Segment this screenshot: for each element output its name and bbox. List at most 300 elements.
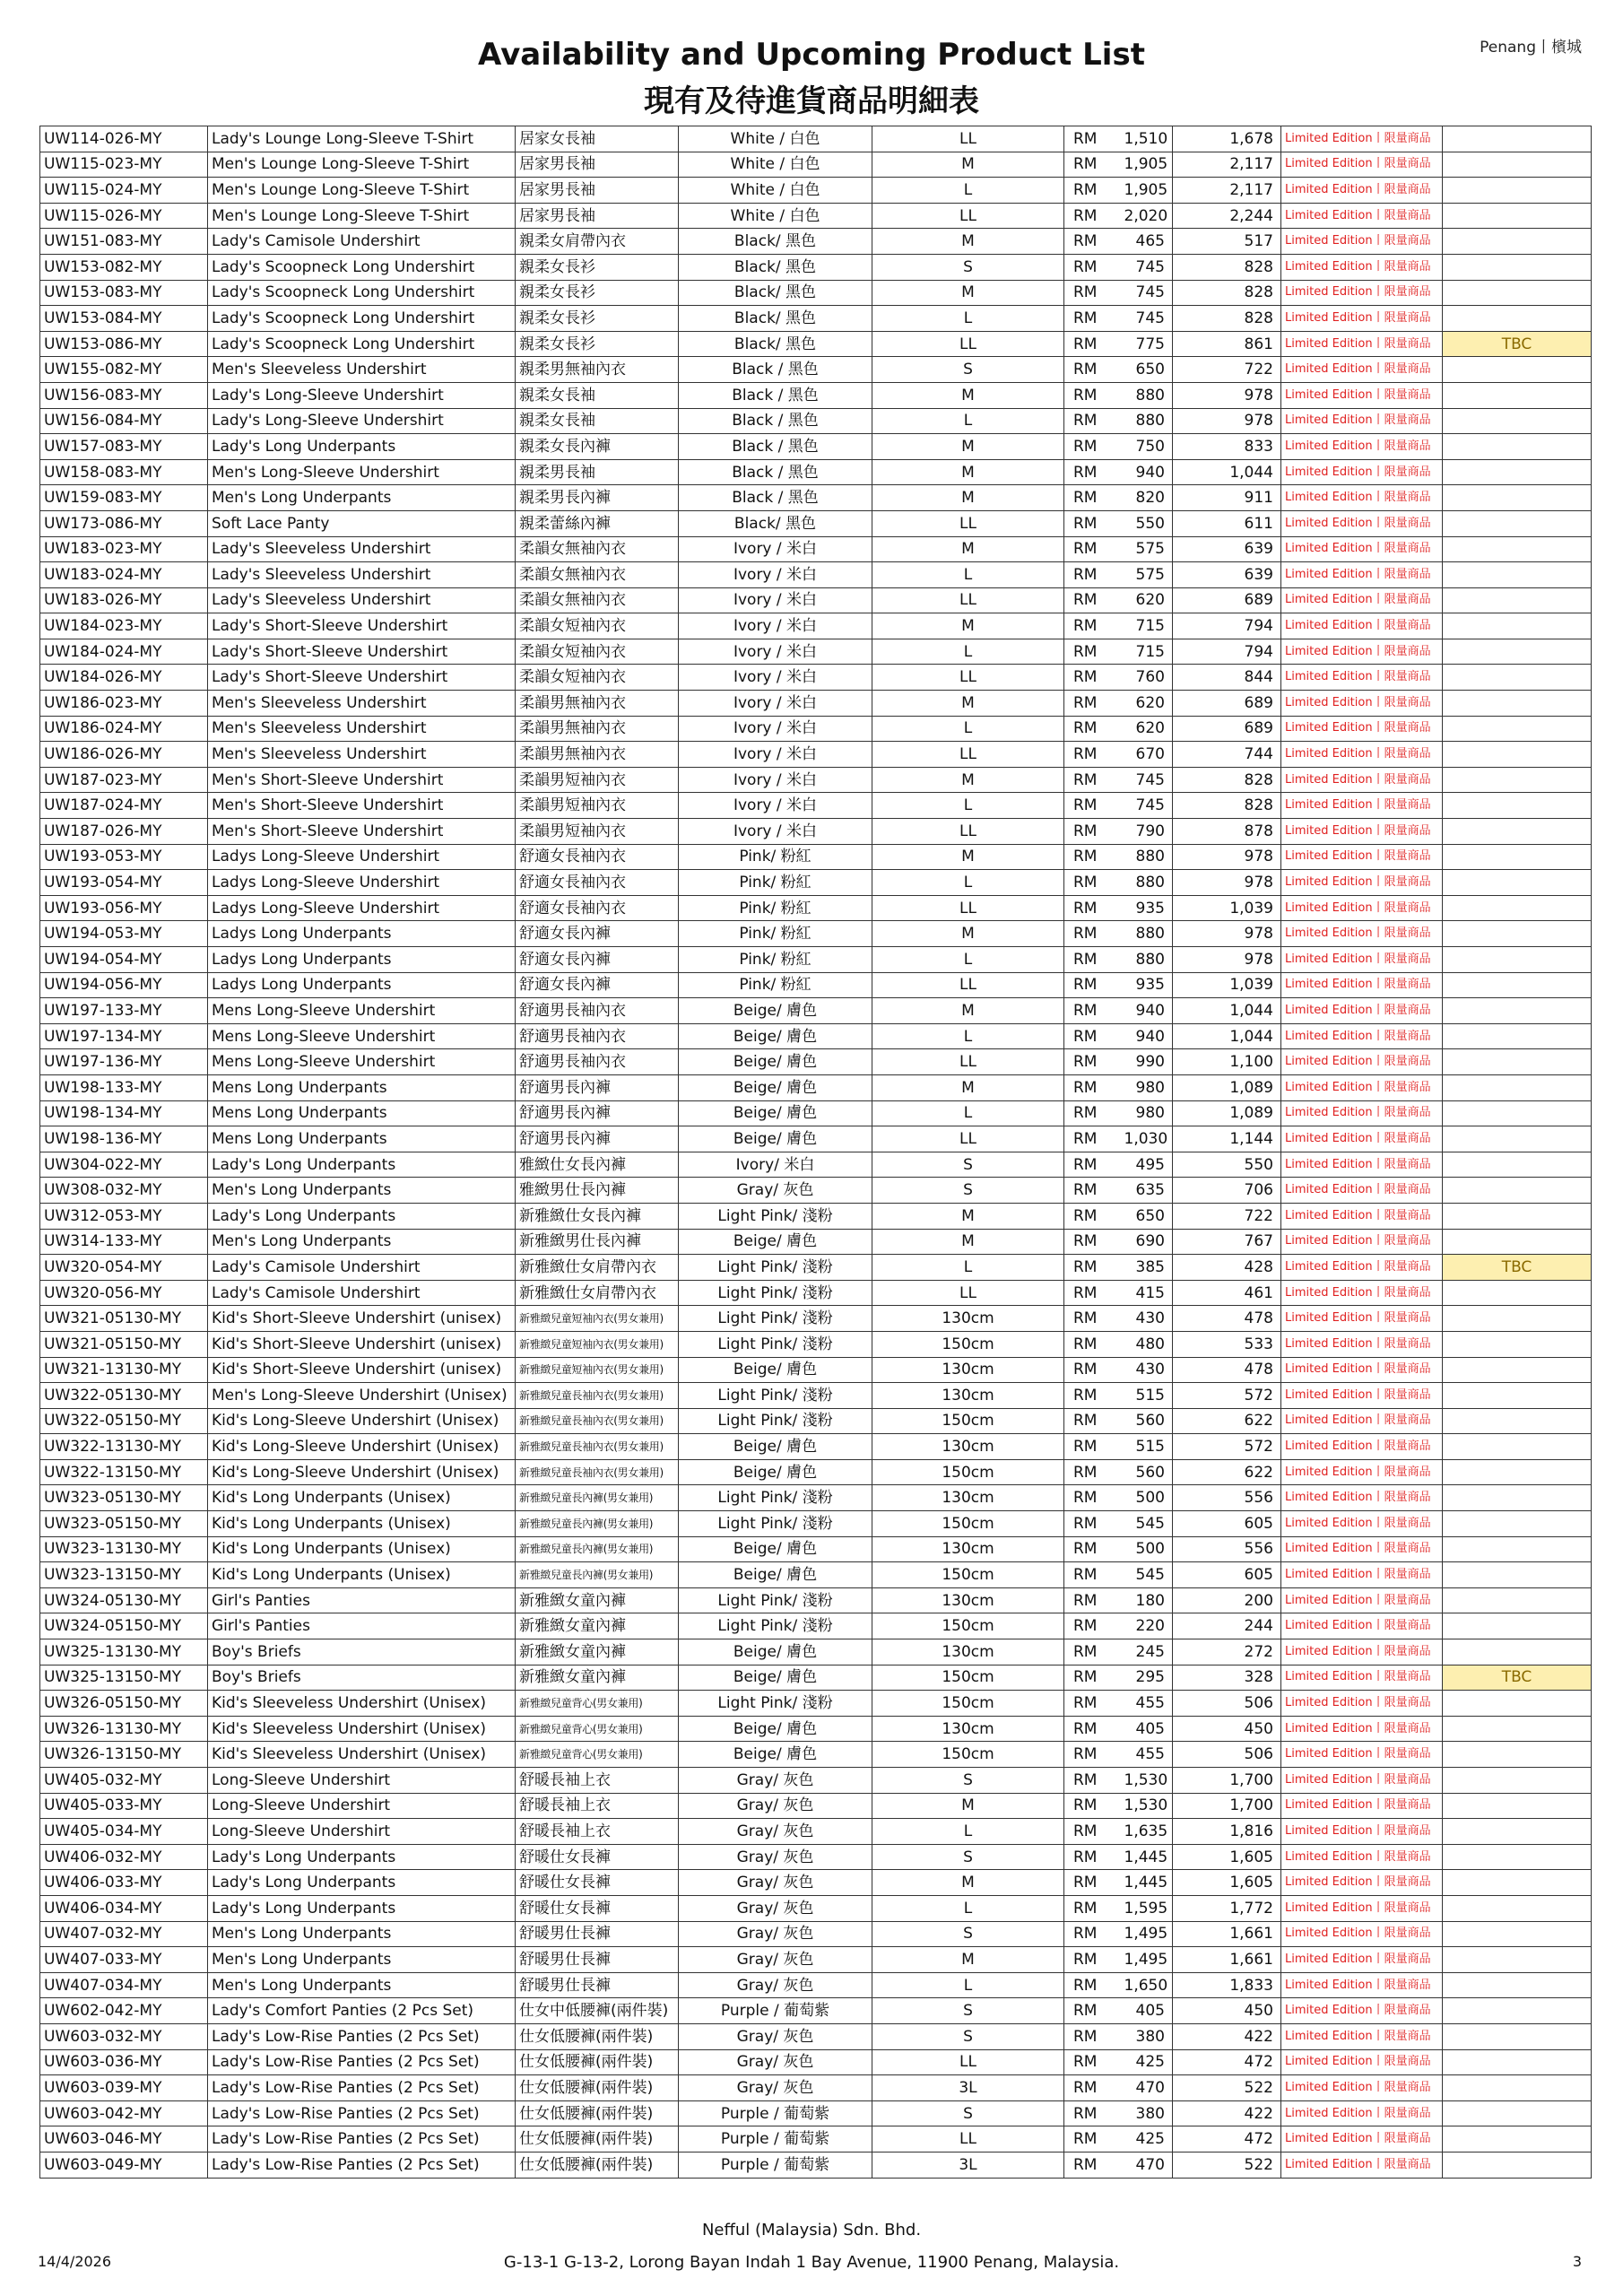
product-code: UW198-136-MY [40,1126,208,1152]
currency-label: RM [1064,1691,1121,1717]
product-color: Black / 黑色 [679,434,872,460]
product-name: Lady's Low-Rise Panties (2 Pcs Set) [208,2100,516,2126]
table-row [40,1306,1592,1332]
member-price: 550 [1121,510,1173,536]
product-code: UW406-034-MY [40,1895,208,1921]
availability-note [1443,1049,1592,1075]
limited-edition-tag: Limited Edition丨限量商品 [1281,1716,1443,1742]
member-price: 455 [1121,1691,1173,1717]
retail-price: 200 [1173,1587,1281,1613]
product-size: M [872,485,1064,511]
product-size: 130cm [872,1639,1064,1665]
member-price: 620 [1121,691,1173,717]
product-color: Beige/ 膚色 [679,1665,872,1691]
retail-price: 1,605 [1173,1870,1281,1896]
product-name-chinese: 柔韻男短袖內衣 [516,767,679,793]
table-row [40,1587,1592,1613]
currency-label: RM [1064,1768,1121,1794]
table-row [40,1178,1592,1204]
product-code: UW603-039-MY [40,2075,208,2101]
retail-price: 1,772 [1173,1895,1281,1921]
retail-price: 556 [1173,1485,1281,1511]
limited-edition-tag: Limited Edition丨限量商品 [1281,1152,1443,1178]
retail-price: 506 [1173,1691,1281,1717]
product-name-chinese: 新雅緻兒童短袖內衣(男女兼用) [516,1357,679,1383]
availability-note [1443,382,1592,408]
retail-price: 1,044 [1173,998,1281,1024]
retail-price: 1,144 [1173,1126,1281,1152]
availability-note [1443,972,1592,998]
product-code: UW314-133-MY [40,1229,208,1255]
product-color: Black/ 黑色 [679,331,872,357]
retail-price: 622 [1173,1408,1281,1434]
table-row [40,2152,1592,2178]
product-color: Gray/ 灰色 [679,1921,872,1947]
member-price: 495 [1121,1152,1173,1178]
retail-price: 844 [1173,665,1281,691]
product-name: Long-Sleeve Undershirt [208,1768,516,1794]
product-color: Ivory / 米白 [679,767,872,793]
retail-price: 1,089 [1173,1100,1281,1126]
currency-label: RM [1064,665,1121,691]
limited-edition-tag: Limited Edition丨限量商品 [1281,1511,1443,1537]
product-size: L [872,1895,1064,1921]
currency-label: RM [1064,562,1121,588]
availability-note [1443,1613,1592,1639]
product-color: Beige/ 膚色 [679,1126,872,1152]
currency-label: RM [1064,1587,1121,1613]
product-size: 130cm [872,1587,1064,1613]
availability-note [1443,1331,1592,1357]
availability-note [1443,229,1592,255]
table-row [40,639,1592,665]
table-row [40,1998,1592,2024]
currency-label: RM [1064,2049,1121,2075]
table-row [40,742,1592,768]
currency-label: RM [1064,203,1121,229]
product-size: LL [872,2126,1064,2152]
product-size: S [872,357,1064,383]
product-name-chinese: 新雅緻兒童長袖內衣(男女兼用) [516,1383,679,1409]
table-row [40,357,1592,383]
product-code: UW322-13130-MY [40,1434,208,1460]
product-name-chinese: 新雅緻兒童長袖內衣(男女兼用) [516,1408,679,1434]
limited-edition-tag: Limited Edition丨限量商品 [1281,1691,1443,1717]
currency-label: RM [1064,229,1121,255]
limited-edition-tag: Limited Edition丨限量商品 [1281,921,1443,947]
availability-note [1443,1306,1592,1332]
product-size: LL [872,1280,1064,1306]
product-name: Lady's Scoopneck Long Undershirt [208,254,516,280]
product-code: UW323-05150-MY [40,1511,208,1537]
retail-price: 522 [1173,2152,1281,2178]
product-name-chinese: 新雅緻仕女肩帶內衣 [516,1280,679,1306]
product-name: Kid's Short-Sleeve Undershirt (unisex) [208,1357,516,1383]
product-name: Lady's Scoopneck Long Undershirt [208,331,516,357]
limited-edition-tag: Limited Edition丨限量商品 [1281,1665,1443,1691]
product-color: Ivory / 米白 [679,691,872,717]
table-row [40,665,1592,691]
product-size: L [872,306,1064,332]
currency-label: RM [1064,1023,1121,1049]
footer-date: 14/4/2026 [38,2253,112,2270]
retail-price: 272 [1173,1639,1281,1665]
product-color: Black/ 黑色 [679,229,872,255]
currency-label: RM [1064,1895,1121,1921]
product-code: UW156-083-MY [40,382,208,408]
product-name: Girl's Panties [208,1587,516,1613]
product-name-chinese: 柔韻男無袖內衣 [516,691,679,717]
product-color: Purple / 葡萄紫 [679,1998,872,2024]
product-code: UW603-046-MY [40,2126,208,2152]
availability-note [1443,434,1592,460]
currency-label: RM [1064,1613,1121,1639]
product-size: 150cm [872,1742,1064,1768]
product-name-chinese: 新雅緻仕女長內褲 [516,1203,679,1229]
product-name: Men's Short-Sleeve Undershirt [208,793,516,819]
limited-edition-tag: Limited Edition丨限量商品 [1281,947,1443,973]
retail-price: 605 [1173,1511,1281,1537]
product-size: L [872,947,1064,973]
currency-label: RM [1064,1819,1121,1845]
currency-label: RM [1064,819,1121,845]
product-name: Lady's Low-Rise Panties (2 Pcs Set) [208,2152,516,2178]
retail-price: 605 [1173,1562,1281,1588]
product-size: M [872,844,1064,870]
product-name: Kid's Long-Sleeve Undershirt (Unisex) [208,1408,516,1434]
table-row [40,1100,1592,1126]
retail-price: 1,678 [1173,126,1281,152]
availability-note [1443,1716,1592,1742]
limited-edition-tag: Limited Edition丨限量商品 [1281,1049,1443,1075]
product-color: Beige/ 膚色 [679,1639,872,1665]
table-row [40,819,1592,845]
product-size: 130cm [872,1716,1064,1742]
product-name: Soft Lace Panty [208,510,516,536]
member-price: 980 [1121,1100,1173,1126]
product-name-chinese: 新雅緻兒童短袖內衣(男女兼用) [516,1331,679,1357]
table-row [40,1793,1592,1819]
product-color: Gray/ 灰色 [679,1870,872,1896]
product-name: Lady's Camisole Undershirt [208,1255,516,1281]
product-name: Men's Lounge Long-Sleeve T-Shirt [208,152,516,178]
member-price: 380 [1121,2100,1173,2126]
availability-note [1443,1229,1592,1255]
availability-note [1443,1459,1592,1485]
availability-note [1443,2100,1592,2126]
product-name-chinese: 雅緻男仕長內褲 [516,1178,679,1204]
product-color: Ivory / 米白 [679,639,872,665]
product-size: M [872,1203,1064,1229]
availability-note [1443,459,1592,485]
page-title-chinese: 現有及待進貨商品明細表 [644,83,979,119]
member-price: 880 [1121,947,1173,973]
availability-note [1443,639,1592,665]
availability-note [1443,510,1592,536]
product-name: Lady's Camisole Undershirt [208,229,516,255]
member-price: 2,020 [1121,203,1173,229]
limited-edition-tag: Limited Edition丨限量商品 [1281,691,1443,717]
member-price: 500 [1121,1485,1173,1511]
product-color: Black / 黑色 [679,357,872,383]
product-name-chinese: 親柔女長袖 [516,408,679,434]
product-size: M [872,1229,1064,1255]
product-size: 130cm [872,1383,1064,1409]
product-table [39,126,1592,2179]
table-row [40,1947,1592,1973]
limited-edition-tag: Limited Edition丨限量商品 [1281,870,1443,896]
product-color: Gray/ 灰色 [679,1947,872,1973]
retail-price: 1,833 [1173,1972,1281,1998]
product-size: M [872,280,1064,306]
retail-price: 472 [1173,2126,1281,2152]
product-size: S [872,1152,1064,1178]
availability-note [1443,793,1592,819]
table-row [40,1023,1592,1049]
product-name-chinese: 新雅緻女童內褲 [516,1665,679,1691]
currency-label: RM [1064,1203,1121,1229]
product-size: 3L [872,2075,1064,2101]
table-row [40,280,1592,306]
retail-price: 422 [1173,2100,1281,2126]
retail-price: 639 [1173,536,1281,562]
availability-note [1443,1870,1592,1896]
product-name: Lady's Sleeveless Undershirt [208,587,516,613]
product-name-chinese: 柔韻女無袖內衣 [516,536,679,562]
product-name: Kid's Long-Sleeve Undershirt (Unisex) [208,1459,516,1485]
product-name-chinese: 新雅緻女童內褲 [516,1639,679,1665]
currency-label: RM [1064,331,1121,357]
retail-price: 828 [1173,280,1281,306]
product-size: LL [872,972,1064,998]
limited-edition-tag: Limited Edition丨限量商品 [1281,1331,1443,1357]
product-name-chinese: 親柔女肩帶內衣 [516,229,679,255]
table-row [40,2075,1592,2101]
limited-edition-tag: Limited Edition丨限量商品 [1281,1100,1443,1126]
retail-price: 794 [1173,639,1281,665]
product-name-chinese: 親柔蕾絲內褲 [516,510,679,536]
product-color: Beige/ 膚色 [679,1459,872,1485]
product-size: 150cm [872,1665,1064,1691]
product-size: S [872,1998,1064,2024]
member-price: 935 [1121,972,1173,998]
product-code: UW407-032-MY [40,1921,208,1947]
product-code: UW323-13130-MY [40,1536,208,1562]
product-code: UW320-054-MY [40,1255,208,1281]
retail-price: 1,044 [1173,1023,1281,1049]
product-name-chinese: 柔韻男無袖內衣 [516,742,679,768]
product-size: LL [872,510,1064,536]
product-size: 150cm [872,1613,1064,1639]
availability-note: TBC [1443,1255,1592,1281]
product-color: Gray/ 灰色 [679,1793,872,1819]
product-code: UW184-023-MY [40,613,208,639]
availability-note [1443,921,1592,947]
availability-note [1443,613,1592,639]
page-number: 3 [1572,2253,1582,2270]
product-name: Lady's Low-Rise Panties (2 Pcs Set) [208,2023,516,2049]
member-price: 470 [1121,2152,1173,2178]
product-code: UW155-082-MY [40,357,208,383]
product-name-chinese: 舒暖男仕長褲 [516,1947,679,1973]
member-price: 430 [1121,1357,1173,1383]
product-name-chinese: 舒暖男仕長褲 [516,1972,679,1998]
product-color: Beige/ 膚色 [679,1536,872,1562]
availability-note [1443,1178,1592,1204]
retail-price: 533 [1173,1331,1281,1357]
footer-address: G-13-1 G-13-2, Lorong Bayan Indah 1 Bay Avenue, 11900 Penang, Malaysia. [503,2253,1120,2272]
currency-label: RM [1064,459,1121,485]
product-color: Light Pink/ 淺粉 [679,1306,872,1332]
limited-edition-tag: Limited Edition丨限量商品 [1281,1280,1443,1306]
product-size: LL [872,742,1064,768]
member-price: 635 [1121,1178,1173,1204]
currency-label: RM [1064,1562,1121,1588]
product-code: UW194-053-MY [40,921,208,947]
product-color: Light Pink/ 淺粉 [679,1613,872,1639]
product-name-chinese: 新雅緻兒童背心(男女兼用) [516,1691,679,1717]
product-name: Lady's Long Underpants [208,434,516,460]
product-name: Men's Long Underpants [208,1178,516,1204]
product-name-chinese: 新雅緻兒童背心(男女兼用) [516,1716,679,1742]
member-price: 425 [1121,2049,1173,2075]
product-code: UW198-134-MY [40,1100,208,1126]
product-name-chinese: 親柔女長內褲 [516,434,679,460]
limited-edition-tag: Limited Edition丨限量商品 [1281,459,1443,485]
table-row [40,1768,1592,1794]
table-row [40,1870,1592,1896]
currency-label: RM [1064,844,1121,870]
limited-edition-tag: Limited Edition丨限量商品 [1281,1357,1443,1383]
member-price: 880 [1121,844,1173,870]
member-price: 425 [1121,2126,1173,2152]
retail-price: 689 [1173,587,1281,613]
availability-note [1443,1793,1592,1819]
availability-note [1443,2126,1592,2152]
limited-edition-tag: Limited Edition丨限量商品 [1281,895,1443,921]
limited-edition-tag: Limited Edition丨限量商品 [1281,1742,1443,1768]
product-color: Black/ 黑色 [679,510,872,536]
product-color: Ivory / 米白 [679,716,872,742]
availability-note [1443,536,1592,562]
product-color: Gray/ 灰色 [679,1972,872,1998]
product-color: Gray/ 灰色 [679,1844,872,1870]
table-row [40,2023,1592,2049]
product-size: LL [872,1049,1064,1075]
member-price: 650 [1121,1203,1173,1229]
product-color: Light Pink/ 淺粉 [679,1255,872,1281]
product-code: UW184-024-MY [40,639,208,665]
member-price: 760 [1121,665,1173,691]
product-code: UW602-042-MY [40,1998,208,2024]
limited-edition-tag: Limited Edition丨限量商品 [1281,1613,1443,1639]
product-size: 130cm [872,1485,1064,1511]
currency-label: RM [1064,1665,1121,1691]
product-color: Black / 黑色 [679,408,872,434]
table-row [40,1383,1592,1409]
product-size: 130cm [872,1434,1064,1460]
table-row [40,1280,1592,1306]
currency-label: RM [1064,716,1121,742]
product-color: Ivory / 米白 [679,665,872,691]
product-name: Men's Long Underpants [208,1229,516,1255]
currency-label: RM [1064,1485,1121,1511]
currency-label: RM [1064,2152,1121,2178]
currency-label: RM [1064,1331,1121,1357]
product-code: UW322-13150-MY [40,1459,208,1485]
member-price: 750 [1121,434,1173,460]
currency-label: RM [1064,434,1121,460]
product-size: L [872,178,1064,204]
product-name: Men's Sleeveless Undershirt [208,742,516,768]
member-price: 940 [1121,459,1173,485]
member-price: 1,495 [1121,1921,1173,1947]
product-size: M [872,434,1064,460]
availability-note [1443,178,1592,204]
product-name: Ladys Long Underpants [208,921,516,947]
product-name-chinese: 舒適女長內褲 [516,972,679,998]
limited-edition-tag: Limited Edition丨限量商品 [1281,536,1443,562]
limited-edition-tag: Limited Edition丨限量商品 [1281,587,1443,613]
product-size: 150cm [872,1511,1064,1537]
product-code: UW603-036-MY [40,2049,208,2075]
product-code: UW304-022-MY [40,1152,208,1178]
product-code: UW187-024-MY [40,793,208,819]
table-row [40,1665,1592,1691]
table-row [40,1331,1592,1357]
product-size: L [872,870,1064,896]
availability-note [1443,895,1592,921]
member-price: 430 [1121,1306,1173,1332]
availability-note [1443,1434,1592,1460]
retail-price: 878 [1173,819,1281,845]
availability-note [1443,1203,1592,1229]
product-name-chinese: 舒適女長內褲 [516,947,679,973]
retail-price: 722 [1173,1203,1281,1229]
product-color: Pink/ 粉紅 [679,870,872,896]
member-price: 545 [1121,1511,1173,1537]
availability-note [1443,1972,1592,1998]
product-size: 150cm [872,1408,1064,1434]
member-price: 745 [1121,767,1173,793]
limited-edition-tag: Limited Edition丨限量商品 [1281,382,1443,408]
product-color: Light Pink/ 淺粉 [679,1331,872,1357]
product-color: Light Pink/ 淺粉 [679,1383,872,1409]
retail-price: 794 [1173,613,1281,639]
product-color: Pink/ 粉紅 [679,947,872,973]
product-code: UW603-049-MY [40,2152,208,2178]
product-color: White / 白色 [679,152,872,178]
retail-price: 1,039 [1173,972,1281,998]
product-name: Lady's Long Underpants [208,1203,516,1229]
table-row [40,716,1592,742]
member-price: 405 [1121,1716,1173,1742]
limited-edition-tag: Limited Edition丨限量商品 [1281,510,1443,536]
product-name-chinese: 新雅緻兒童長袖內衣(男女兼用) [516,1434,679,1460]
table-row [40,895,1592,921]
product-name: Long-Sleeve Undershirt [208,1793,516,1819]
product-name-chinese: 舒適男長內褲 [516,1100,679,1126]
product-name: Men's Long Underpants [208,1947,516,1973]
currency-label: RM [1064,1742,1121,1768]
product-size: L [872,1972,1064,1998]
availability-note [1443,844,1592,870]
table-row [40,1972,1592,1998]
product-name-chinese: 柔韻女無袖內衣 [516,587,679,613]
product-code: UW193-056-MY [40,895,208,921]
product-code: UW151-083-MY [40,229,208,255]
product-code: UW603-032-MY [40,2023,208,2049]
